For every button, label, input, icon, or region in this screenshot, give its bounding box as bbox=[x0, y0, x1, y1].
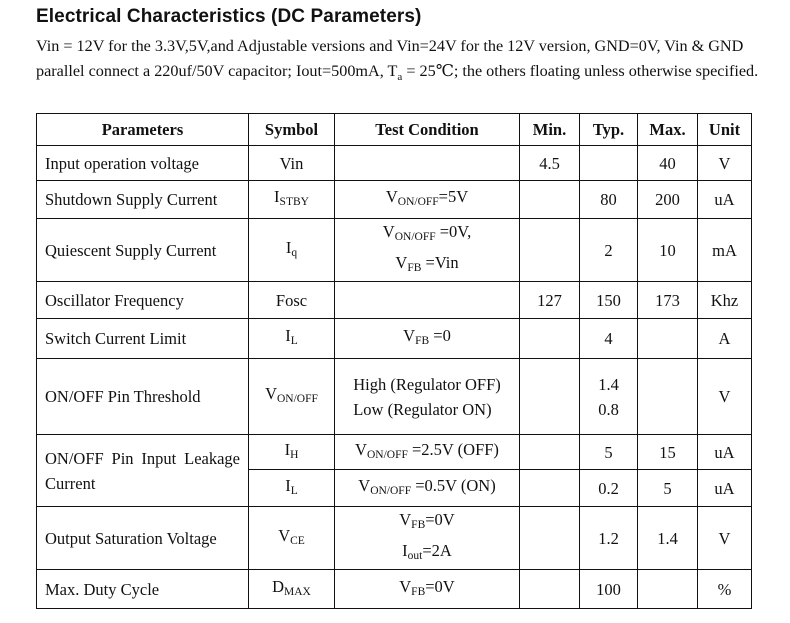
condition-cell: $V_{ON/OFF} =0.5V$ (ON) bbox=[335, 470, 520, 507]
max-cell: 1.4 bbox=[638, 507, 698, 570]
param-cell: Output Saturation Voltage bbox=[37, 507, 249, 570]
typ-cell: 150 bbox=[580, 282, 638, 319]
param-cell: Switch Current Limit bbox=[37, 319, 249, 359]
typ-cell: 4 bbox=[580, 319, 638, 359]
condition-cell: $V_{ON/OFF}=5V$ bbox=[335, 181, 520, 219]
table-row bbox=[37, 282, 752, 319]
max-cell bbox=[638, 319, 698, 359]
intro-paragraph: Vin = 12V for the 3.3V,5V,and Adjustable versions and Vin=24V for the 12V version, GND=0V, Vin & GND parallel connect a 220uf/50V capacitor; Iout=500mA, $T_a$ = 25℃; the others floating unless otherwise specified. bbox=[36, 37, 759, 84]
symbol-cell: $V_{CE}$ bbox=[249, 507, 335, 570]
typ-cell: 80 bbox=[580, 181, 638, 219]
typ-cell: 100 bbox=[580, 570, 638, 609]
unit-cell: V bbox=[698, 146, 752, 181]
unit-cell: % bbox=[698, 570, 752, 609]
min-cell bbox=[520, 470, 580, 507]
typ-cell: 5 bbox=[580, 435, 638, 470]
unit-cell: mA bbox=[698, 219, 752, 282]
max-cell bbox=[638, 359, 698, 435]
condition-cell: $V_{ON/OFF} =0V$, $V_{FB} =Vin$ bbox=[335, 219, 520, 282]
header-min: Min. bbox=[520, 114, 580, 146]
symbol-cell: Vin bbox=[249, 146, 335, 181]
min-cell bbox=[520, 507, 580, 570]
min-cell bbox=[520, 435, 580, 470]
max-cell: 173 bbox=[638, 282, 698, 319]
unit-cell: V bbox=[698, 359, 752, 435]
max-cell: 5 bbox=[638, 470, 698, 507]
symbol-cell: Fosc bbox=[249, 282, 335, 319]
header-test-condition: Test Condition bbox=[335, 114, 520, 146]
min-cell bbox=[520, 319, 580, 359]
symbol-cell: $I_L$ bbox=[249, 319, 335, 359]
param-cell: ON/OFF Pin Input Leakage Current bbox=[37, 435, 249, 507]
table-row bbox=[37, 359, 752, 435]
symbol-cell: $I_H$ bbox=[249, 435, 335, 470]
min-cell bbox=[520, 570, 580, 609]
condition-cell: High (Regulator OFF) Low (Regulator ON) bbox=[335, 359, 520, 435]
typ-cell: 0.2 bbox=[580, 470, 638, 507]
param-cell: Quiescent Supply Current bbox=[37, 219, 249, 282]
max-cell: 10 bbox=[638, 219, 698, 282]
max-cell: 40 bbox=[638, 146, 698, 181]
header-parameters: Parameters bbox=[37, 114, 249, 146]
table-row bbox=[37, 219, 752, 282]
condition-cell: $V_{ON/OFF} =2.5V$ (OFF) bbox=[335, 435, 520, 470]
param-cell: Shutdown Supply Current bbox=[37, 181, 249, 219]
unit-cell: uA bbox=[698, 435, 752, 470]
unit-cell: Khz bbox=[698, 282, 752, 319]
table-row bbox=[37, 570, 752, 609]
header-unit: Unit bbox=[698, 114, 752, 146]
symbol-cell: $V_{ON/OFF}$ bbox=[249, 359, 335, 435]
typ-cell: 1.2 bbox=[580, 507, 638, 570]
param-cell: Max. Duty Cycle bbox=[37, 570, 249, 609]
condition-cell bbox=[335, 146, 520, 181]
min-cell: 4.5 bbox=[520, 146, 580, 181]
table-row bbox=[37, 181, 752, 219]
section-title: Electrical Characteristics (DC Parameters) bbox=[36, 6, 422, 27]
min-cell bbox=[520, 181, 580, 219]
condition-cell: $V_{FB} =0$ bbox=[335, 319, 520, 359]
param-cell: ON/OFF Pin Threshold bbox=[37, 359, 249, 435]
typ-cell: 1.4 0.8 bbox=[580, 359, 638, 435]
param-cell: Input operation voltage bbox=[37, 146, 249, 181]
unit-cell: V bbox=[698, 507, 752, 570]
table-row bbox=[37, 319, 752, 359]
table-header-row bbox=[37, 114, 752, 146]
typ-cell bbox=[580, 146, 638, 181]
min-cell: 127 bbox=[520, 282, 580, 319]
max-cell: 15 bbox=[638, 435, 698, 470]
symbol-cell: $I_L$ bbox=[249, 470, 335, 507]
header-max: Max. bbox=[638, 114, 698, 146]
header-typ: Typ. bbox=[580, 114, 638, 146]
symbol-cell: $I_q$ bbox=[249, 219, 335, 282]
unit-cell: A bbox=[698, 319, 752, 359]
unit-cell: uA bbox=[698, 470, 752, 507]
condition-cell bbox=[335, 282, 520, 319]
table-row bbox=[37, 507, 752, 570]
table-row bbox=[37, 435, 752, 470]
min-cell bbox=[520, 219, 580, 282]
param-cell: Oscillator Frequency bbox=[37, 282, 249, 319]
table-row bbox=[37, 146, 752, 181]
unit-cell: uA bbox=[698, 181, 752, 219]
min-cell bbox=[520, 359, 580, 435]
dc-parameters-table bbox=[36, 113, 752, 609]
max-cell bbox=[638, 570, 698, 609]
typ-cell: 2 bbox=[580, 219, 638, 282]
max-cell: 200 bbox=[638, 181, 698, 219]
condition-cell: $V_{FB}=0V$ bbox=[335, 570, 520, 609]
symbol-cell: $D_{MAX}$ bbox=[249, 570, 335, 609]
header-symbol: Symbol bbox=[249, 114, 335, 146]
symbol-cell: $I_{STBY}$ bbox=[249, 181, 335, 219]
condition-cell: $V_{FB}=0V$ $I_{out}=2A$ bbox=[335, 507, 520, 570]
